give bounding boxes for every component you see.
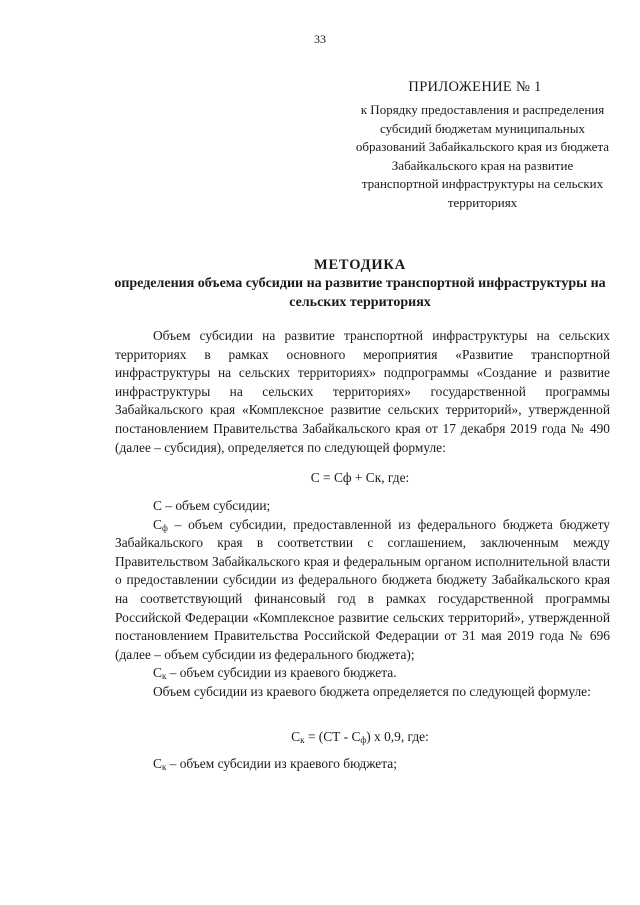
cf-text: – объем субсидии, предоставленной из федерального бюджета бюджету Забайкальского края в соответствии с соглашением, заключенным между Правительством Забайкальского края и федеральным органом исполнительной власти о предоставлении субсидии из федерального бюджета бюджету Забайкальского края на соответствующий финансовый год в рамках государственной программы Российской Федерации «Комплексное развитие сельских территорий», утвержденной постановлением Правительства Российской Федерации от 31 мая 2019 года № 696 (далее – объем субсидии из федерального бюджета); <box>115 516 610 662</box>
cf-symbol: С <box>153 516 162 532</box>
appendix-title: ПРИЛОЖЕНИЕ № 1 <box>408 79 542 95</box>
f2-a: С <box>291 729 301 744</box>
page-number: 33 <box>314 32 326 46</box>
ck2-subscript: к <box>161 762 167 772</box>
f2-a-sub: к <box>300 735 305 745</box>
ck-subscript: к <box>161 671 167 682</box>
ck-symbol: С <box>153 665 162 681</box>
intro-paragraph: Объем субсидии на развитие транспортной инфраструктуры на сельских территориях в рамках основного мероприятия «Развитие транспортной инфраструктуры на сельских территориях» подпрограммы «Создание и развитие инфраструктуры на сельских территориях» государственной программы Забайкальского края «Комплексное развитие сельских территорий», утвержденной постановлением Правительства Забайкальского края от 17 декабря 2019 года № 490 (далее – субсидия), определяется по следующей формуле: <box>115 328 610 455</box>
intro-block <box>115 327 610 457</box>
ck2-text: – объем субсидии из краевого бюджета; <box>166 756 397 771</box>
definition-ck-2 <box>115 755 610 774</box>
appendix-subtitle: к Порядку предоставления и распределения субсидий бюджетам муниципальных образований Забайкальского края из бюджета Забайкальского края на развитие транспортной инфраструктуры на сельских территориях <box>355 102 610 210</box>
ck-text: – объем субсидии из краевого бюджета. <box>166 665 397 681</box>
cf-subscript: ф <box>161 522 168 533</box>
methodology-title: МЕТОДИКА <box>313 257 407 273</box>
definition-ck <box>115 664 610 683</box>
methodology-subtitle: определения объема субсидии на развитие транспортной инфраструктуры на сельских территориях <box>114 276 606 310</box>
definitions-block-2 <box>115 755 610 774</box>
regional-intro: Объем субсидии из краевого бюджета определяется по следующей формуле: <box>153 683 591 699</box>
f2-b-sub: ф <box>360 735 367 745</box>
definition-c: С – объем субсидии; <box>153 498 271 513</box>
definitions-block <box>115 497 610 702</box>
formula-main: С = Сф + Ск, где: <box>310 470 410 485</box>
ck2-symbol: С <box>153 756 162 771</box>
f2-c: ) х 0,9, где: <box>366 729 429 744</box>
definition-cf <box>115 516 610 665</box>
f2-b: = (СТ - С <box>304 729 361 744</box>
formula-regional <box>0 729 640 745</box>
